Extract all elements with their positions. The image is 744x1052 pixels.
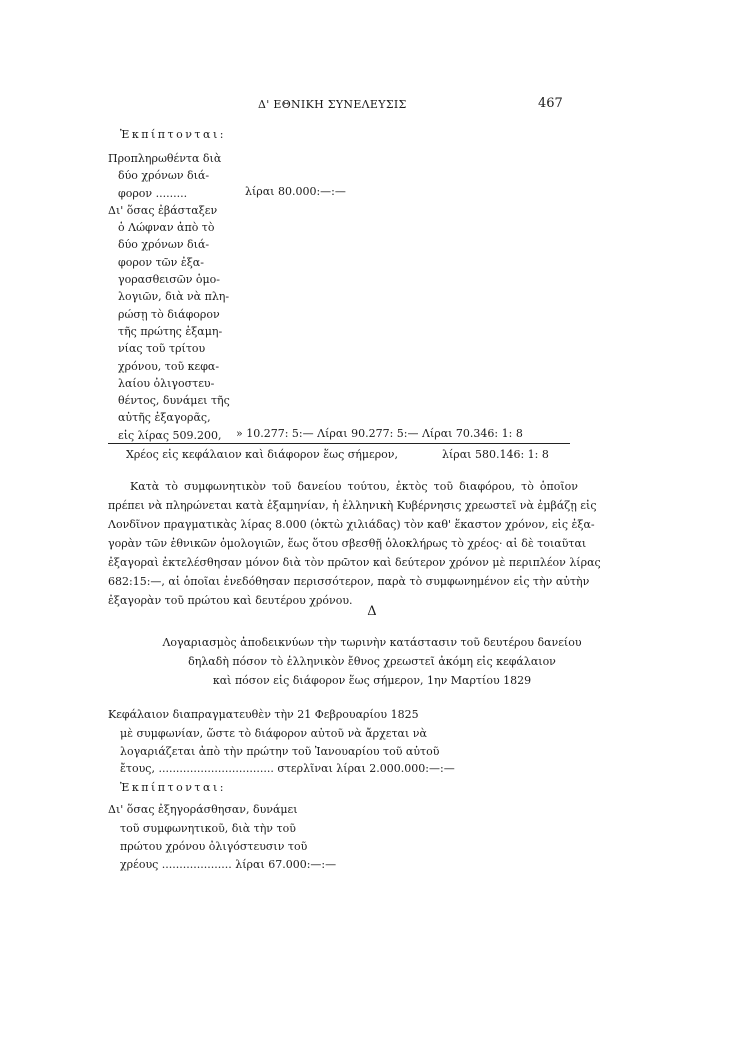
col-line: νίας τοῦ τρίτου — [118, 342, 206, 356]
col-line: φορον ......... — [118, 186, 188, 200]
debt-amount: λίραι 580.146: 1: 8 — [442, 448, 549, 461]
paragraph-line: Λονδῖνον πραγματικὰς λίρας 8.000 (ὀκτὼ χιλιάδας) τὸν καθ' ἕκαστον χρόνον, εἰς ἐξα- — [108, 518, 595, 531]
col-line: ρώσῃ τὸ διάφορον — [118, 307, 220, 321]
col-line: εἰς λίρας 509.200, — [118, 428, 222, 442]
deduct-line: πρώτου χρόνου ὀλιγόστευσιν τοῦ — [120, 840, 308, 853]
running-title: Δ' ΕΘΝΙΚΗ ΣΥΝΕΛΕΥΣΙΣ — [258, 98, 407, 111]
section-letter: Δ — [367, 604, 377, 619]
col-line: δύο χρόνων διά- — [118, 169, 210, 183]
col-line: φορον τῶν ἐξα- — [118, 255, 204, 269]
paragraph-line: πρέπει νὰ πληρώνεται κατὰ ἑξαμηνίαν, ἡ ἑλληνικὴ Κυβέρνησις χρεωστεῖ νὰ ἐμβάζῃ εἰς — [108, 499, 597, 512]
capital-line: μὲ συμφωνίαν, ὥστε τὸ διάφορον αὐτοῦ νὰ ἄρχεται νὰ — [120, 727, 427, 740]
rule-under-totals — [108, 443, 570, 444]
paragraph-line: 682:15:—, αἱ ὁποῖαι ἐνεδόθησαν περισσότερον, παρὰ τὸ συμφωνημένον εἰς τὴν αὐτὴν — [108, 575, 590, 588]
paragraph-line: ἐξαγοραὶ ἐκτελέσθησαν μόνον διὰ τὸν πρῶτον καὶ δεύτερον χρόνον μὲ περιπλέον λίρας — [108, 556, 601, 569]
col-line: Προπληρωθέντα διὰ — [108, 152, 222, 165]
section-title-line: δηλαδὴ πόσον τὸ ἑλληνικὸν ἔθνος χρεωστεῖ ἀκόμη εἰς κεφάλαιον — [188, 655, 556, 668]
paragraph-line: ἐξαγορὰν τοῦ πρώτου καὶ δευτέρου χρόνου. — [108, 594, 353, 607]
paragraph-line: Κατὰ τὸ συμφωνητικὸν τοῦ δανείου τούτου, ἐκτὸς τοῦ διαφόρου, τὸ ὁποῖον — [130, 480, 578, 493]
col-line: θέντος, δυνάμει τῆς — [118, 394, 230, 408]
deduct-line: Δι' ὅσας ἐξηγοράσθησαν, δυνάμει — [108, 803, 298, 816]
capital-line: ἔτους, ................................. στερλῖναι λίραι 2.000.000:—:— — [120, 762, 455, 775]
body-paragraph — [108, 477, 601, 610]
paragraph-line: γορὰν τῶν ἐθνικῶν ὁμολογιῶν, ἕως ὅτου σβεσθῇ ὁλοκλήρως τὸ χρέος· αἱ δὲ τοιαῦται — [108, 537, 587, 550]
col-line: λογιῶν, διὰ νὰ πλη- — [118, 290, 230, 304]
section-title-line: Λογαριασμὸς ἀποδεικνύων τὴν τωρινὴν κατάστασιν τοῦ δευτέρου δανείου — [162, 636, 582, 649]
deduct-line: χρέους .................... λίραι 67.000:—:— — [120, 858, 337, 871]
col-line: λαίου ὀλιγοστευ- — [118, 376, 215, 390]
section-heading-deductions-2: Ἐκπίπτονται: — [120, 781, 226, 794]
col-line: τῆς πρώτης ἑξαμη- — [118, 324, 223, 338]
col-line: Δι' ὅσας ἐβάσταξεν — [108, 203, 218, 217]
col-line: χρόνου, τοῦ κεφα- — [118, 359, 220, 373]
page-number: 467 — [538, 96, 563, 111]
capital-line: Κεφάλαιον διαπραγματευθὲν τὴν 21 Φεβρουαρίου 1825 — [108, 708, 419, 721]
capital-line: λογαριάζεται ἀπὸ τὴν πρώτην τοῦ Ἰανουαρίου τοῦ αὐτοῦ — [120, 745, 440, 758]
amount-first: λίραι 80.000:—:— — [245, 185, 346, 198]
section-title-line: καὶ πόσον εἰς διάφορον ἕως σήμερον, 1ην Μαρτίου 1829 — [212, 674, 532, 687]
deduct-line: τοῦ συμφωνητικοῦ, διὰ τὴν τοῦ — [120, 822, 296, 835]
col-line: γορασθεισῶν ὁμο- — [118, 273, 221, 287]
totals-row: » 10.277: 5:— Λίραι 90.277: 5:— Λίραι 70.346: 1: 8 — [236, 427, 523, 440]
col-line: αὐτῆς ἐξαγορᾶς, — [118, 411, 211, 425]
deduction-column — [108, 150, 238, 444]
col-line: δύο χρόνων διά- — [118, 238, 210, 252]
col-line: ὁ Λώφναν ἀπὸ τὸ — [118, 221, 215, 235]
debt-label: Χρέος εἰς κεφάλαιον καὶ διάφορον ἕως σήμερον, — [126, 448, 398, 461]
section-heading-deductions: Ἐκπίπτονται: — [120, 128, 226, 141]
